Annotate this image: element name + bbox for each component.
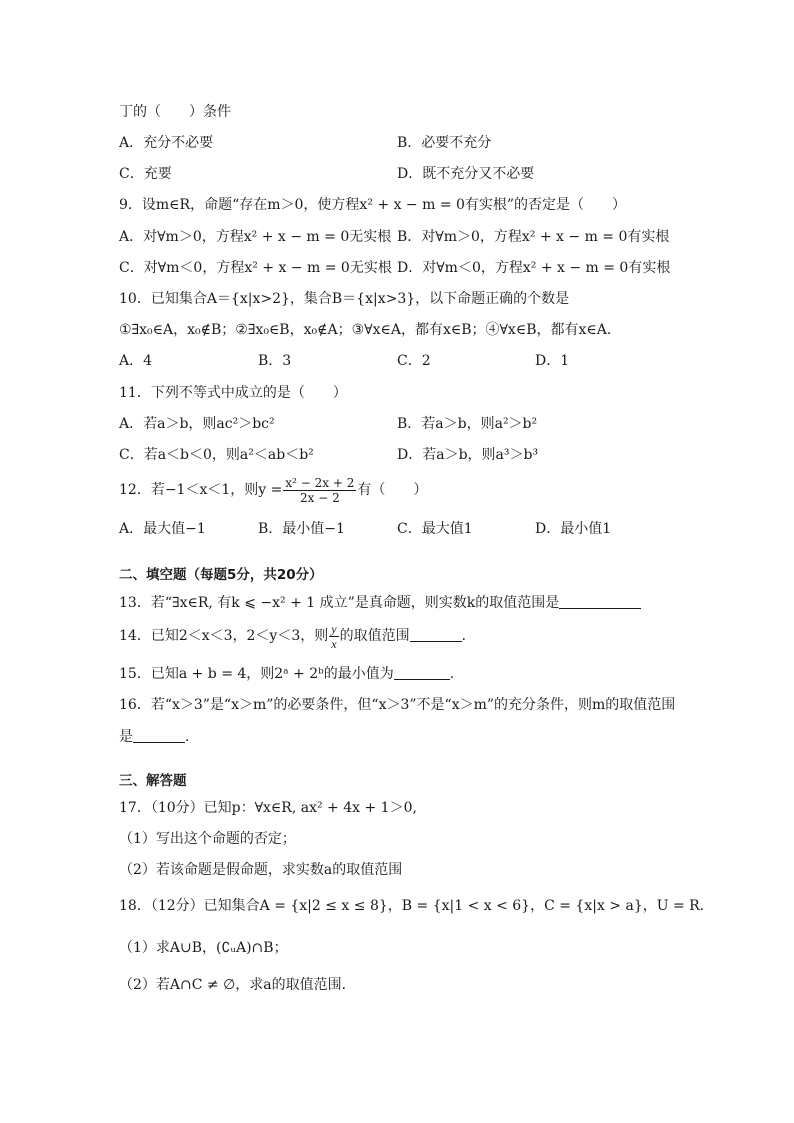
section-fill-in-title: 二、填空题（每题5分，共20分） bbox=[119, 567, 323, 583]
q16-line2-pre: 是 bbox=[119, 729, 133, 745]
q9-stem: 9．设m∈R，命题“存在m＞0，使方程x² + x − m = 0有实根”的否定是（ ） bbox=[119, 197, 627, 213]
q12-fraction bbox=[283, 476, 356, 505]
q12-option-b: B．最小值−1 bbox=[258, 521, 345, 537]
q8-option-d: D．既不充分又不必要 bbox=[397, 166, 535, 182]
q18-part2: （2）若A∩C ≠ ∅，求a的取值范围． bbox=[119, 977, 356, 993]
q15-answer-blank[interactable] bbox=[394, 665, 450, 680]
q9-option-d: D．对∀m＜0，方程x² + x − m = 0有实根 bbox=[397, 260, 671, 276]
q12-option-a: A．最大值−1 bbox=[119, 521, 206, 537]
q8-option-c: C．充要 bbox=[119, 166, 172, 182]
q16-line1: 16．若“x＞3”是“x＞m”的必要条件，但“x＞3”不是“x＞m”的充分条件，则m的取值范围 bbox=[119, 697, 676, 713]
q15-stem: 15．已知a + b = 4，则2ᵃ + 2ᵇ的最小值为 bbox=[119, 666, 394, 682]
q10-option-a: A．4 bbox=[119, 353, 153, 369]
section-solutions-title: 三、解答题 bbox=[119, 773, 187, 789]
q12-option-c: C．最大值1 bbox=[397, 521, 473, 537]
q15-tail: . bbox=[449, 666, 455, 682]
q16-line2-post: ． bbox=[185, 729, 199, 745]
q14-stem-post: 的取值范围 bbox=[339, 628, 410, 644]
q11-option-d: D．若a＞b，则a³＞b³ bbox=[397, 447, 539, 463]
q10-propositions: ①∃x₀∈A，x₀∉B；②∃x₀∈B，x₀∉A；③∀x∈A，都有x∈B；④∀x∈B，都有x∈A． bbox=[119, 322, 621, 338]
q14-fraction-denominator: x bbox=[331, 636, 337, 651]
q12-fraction-denominator: 2x − 2 bbox=[299, 490, 340, 505]
q14-line: 14．已知2＜x＜3，2＜y＜3，则 $\frac{y}{x}$ 的取值范围 ． bbox=[119, 621, 476, 651]
q10-option-c: C．2 bbox=[397, 353, 431, 369]
q13-stem: 13．若“∃x∈R, 有k ⩽ −x² + 1 成立”是真命题，则实数k的取值范围是 bbox=[119, 595, 560, 611]
q12-stem bbox=[119, 474, 427, 506]
q11-option-a: A．若a＞b，则ac²＞bc² bbox=[119, 416, 275, 432]
q12-option-d: D．最小值1 bbox=[535, 521, 612, 537]
q14-stem-pre: 14．已知2＜x＜3，2＜y＜3，则 bbox=[119, 628, 329, 644]
q12-stem-pre: 12．若−1＜x＜1，则y = bbox=[119, 482, 283, 498]
q17-part2: （2）若该命题是假命题，求实数a的取值范围 bbox=[119, 862, 403, 878]
q14-fraction-numerator: y bbox=[331, 621, 337, 636]
q9-option-b: B．对∀m＞0，方程x² + x − m = 0有实根 bbox=[397, 229, 670, 245]
q11-stem: 11．下列不等式中成立的是（ ） bbox=[119, 385, 347, 401]
q8-option-a: A．充分不必要 bbox=[119, 135, 214, 151]
q9-option-c: C．对∀m＜0，方程x² + x − m = 0无实根 bbox=[119, 260, 392, 276]
q8-option-b: B．必要不充分 bbox=[397, 135, 492, 151]
q18-part1: （1）求A∪B，(∁ᵤA)∩B； bbox=[119, 940, 288, 956]
q10-option-d: D．1 bbox=[535, 353, 570, 369]
q10-stem: 10．已知集合A＝{x|x>2}，集合B＝{x|x>3}，以下命题正确的个数是 bbox=[119, 291, 570, 307]
q12-fraction-numerator: x² − 2x + 2 bbox=[285, 475, 355, 490]
q10-option-b: B．3 bbox=[258, 353, 292, 369]
q16-line2 bbox=[119, 728, 199, 746]
q12-stem-post: 有（ ） bbox=[357, 482, 428, 498]
q9-option-a: A．对∀m＞0，方程x² + x − m = 0无实根 bbox=[119, 229, 392, 245]
q14-answer-blank[interactable] bbox=[410, 627, 462, 642]
q11-option-c: C．若a＜b＜0，则a²＜ab＜b² bbox=[119, 447, 314, 463]
q11-option-b: B．若a＞b，则a²＞b² bbox=[397, 416, 538, 432]
q13-line bbox=[119, 594, 641, 612]
q18-stem: 18．（12分）已知集合A = {x|2 ≤ x ≤ 8}，B = {x|1 < x < 6}，C = {x|x > a}，U = R． bbox=[119, 898, 714, 914]
q16-answer-blank[interactable] bbox=[133, 728, 185, 743]
q15-line bbox=[119, 665, 454, 683]
q17-part1: （1）写出这个命题的否定； bbox=[119, 831, 296, 847]
q8-stem-tail: 丁的（ ）条件 bbox=[119, 104, 231, 120]
q13-answer-blank[interactable] bbox=[559, 594, 641, 609]
q14-fraction bbox=[329, 622, 338, 651]
q17-stem: 17．（10分）已知p：∀x∈R, ax² + 4x + 1＞0, bbox=[119, 800, 417, 816]
